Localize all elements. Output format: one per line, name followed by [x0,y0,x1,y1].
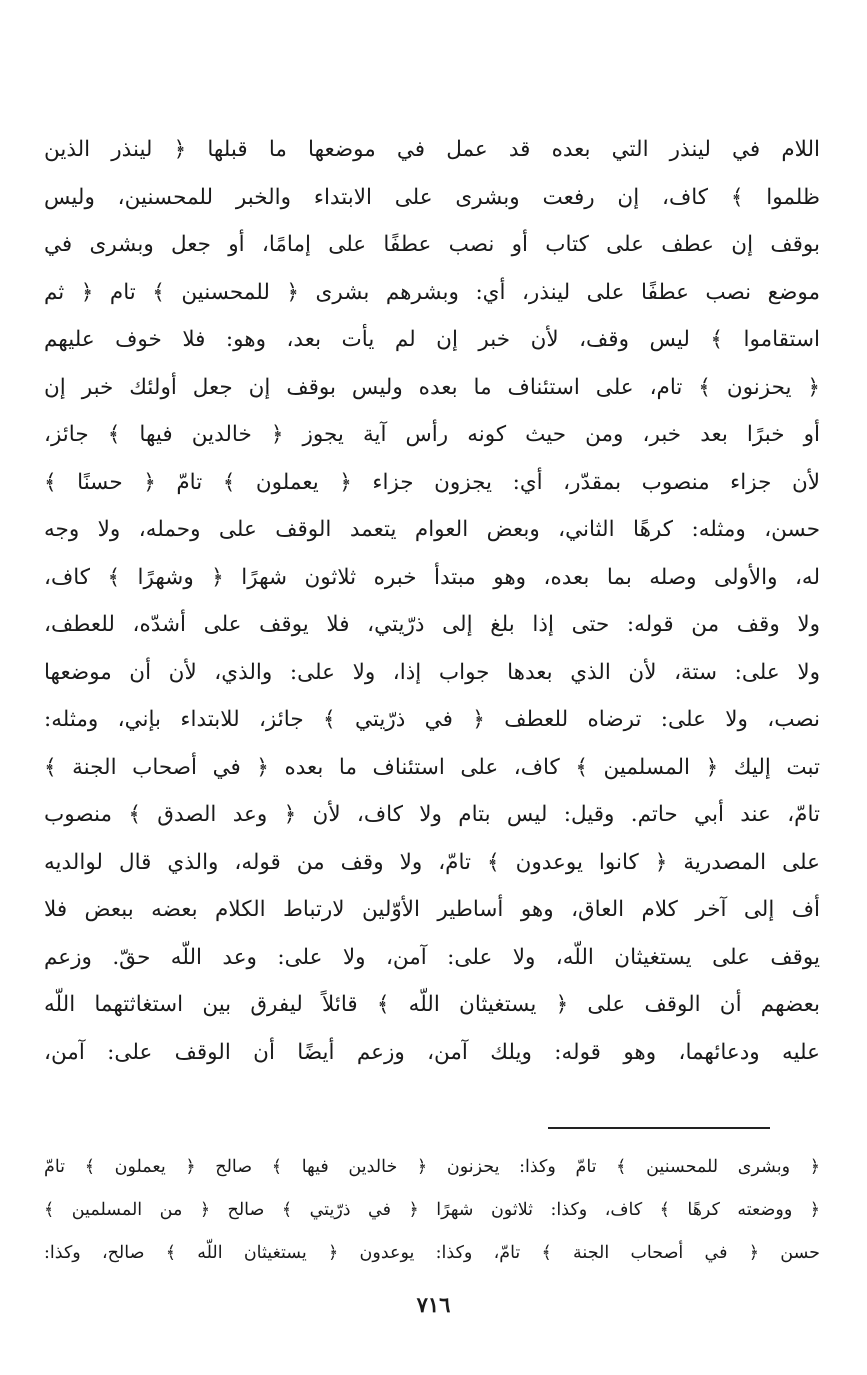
footnote-line: ﴿ ووضعته كرهًا ﴾ كاف، وكذا: ثلاثون شهرًا ﴿ في ذرّيتي ﴾ صالح ﴿ من المسلمين ﴾ [44,1200,820,1220]
body-line: عليه ودعائهما، وهو قوله: ويلك آمن، وزعم أيضًا أن الوقف على: آمن، [44,1039,820,1065]
body-line: نصب، ولا على: ترضاه للعطف ﴿ في ذرّيتي ﴾ جائز، للابتداء بإني، ومثله: [44,707,820,732]
body-line: يوقف على يستغيثان اللّه، ولا على: آمن، ولا على: وعد اللّه حقّ. وزعم [44,944,820,970]
body-line: اللام في لينذر التي بعده قد عمل في موضعها ما قبلها ﴿ لينذر الذين [44,137,820,162]
body-line: على المصدرية ﴿ كانوا يوعدون ﴾ تامّ، ولا وقف من قوله، والذي قال لوالديه [44,849,820,875]
body-line: ولا على: ستة، لأن الذي بعدها جواب إذا، ولا على: والذي، لأن أن موضعها [44,659,820,685]
body-line: ولا وقف من قوله: حتى إذا بلغ إلى ذرّيتي، فلا يوقف على أشدّه، للعطف، [44,612,820,637]
main-body-text [44,126,820,1076]
footnote-line: ﴿ وبشرى للمحسنين ﴾ تامّ وكذا: يحزنون ﴿ خالدين فيها ﴾ صالح ﴿ يعملون ﴾ تامّ [44,1157,820,1177]
body-line: بعضهم أن الوقف على ﴿ يستغيثان اللّه ﴾ قائلاً ليفرق بين استغاثتهما اللّه [44,992,820,1017]
page-number: ٧١٦ [416,1292,451,1317]
body-line: موضع نصب عطفًا على لينذر، أي: وبشرهم بشرى ﴿ للمحسنين ﴾ تام ﴿ ثم [44,279,820,305]
body-line: ظلموا ﴾ كاف، إن رفعت وبشرى على الابتداء والخبر للمحسنين، وليس [44,184,820,210]
footnote-line: حسن ﴿ في أصحاب الجنة ﴾ تامّ، وكذا: يوعدون ﴿ يستغيثان اللّه ﴾ صالح، وكذا: [44,1243,820,1263]
footnote-separator [548,1127,770,1129]
body-line: تبت إليك ﴿ المسلمين ﴾ كاف، على استئناف ما بعده ﴿ في أصحاب الجنة ﴾ [44,754,820,780]
body-line: لأن جزاء منصوب بمقدّر، أي: يجزون جزاء ﴿ يعملون ﴾ تامّ ﴿ حسنًا ﴾ [44,469,820,495]
body-line: أو خبرًا بعد خبر، ومن حيث كونه رأس آية يجوز ﴿ خالدين فيها ﴾ جائز، [44,422,820,447]
body-line: تامّ، عند أبي حاتم. وقيل: ليس بتام ولا كاف، لأن ﴿ وعد الصدق ﴾ منصوب [44,802,820,827]
body-line: استقاموا ﴾ ليس وقف، لأن خبر إن لم يأت بعد، وهو: فلا خوف عليهم [44,327,820,352]
body-line: حسن، ومثله: كرهًا الثاني، وبعض العوام يتعمد الوقف على وحمله، ولا وجه [44,517,820,542]
body-line: له، والأولى وصله بما بعده، وهو مبتدأ خبره ثلاثون شهرًا ﴿ وشهرًا ﴾ كاف، [44,564,820,590]
body-line: بوقف إن عطف على كتاب أو نصب عطفًا على إمامًا، أو جعل وبشرى في [44,232,820,257]
footnotes [44,1146,820,1275]
body-line: أف إلى آخر كلام العاق، وهو أساطير الأوّلين لارتباط الكلام بعضه ببعض فلا [44,897,820,922]
body-line: ﴿ يحزنون ﴾ تام، على استئناف ما بعده وليس بوقف إن جعل أولئك خبر إن [44,374,820,400]
